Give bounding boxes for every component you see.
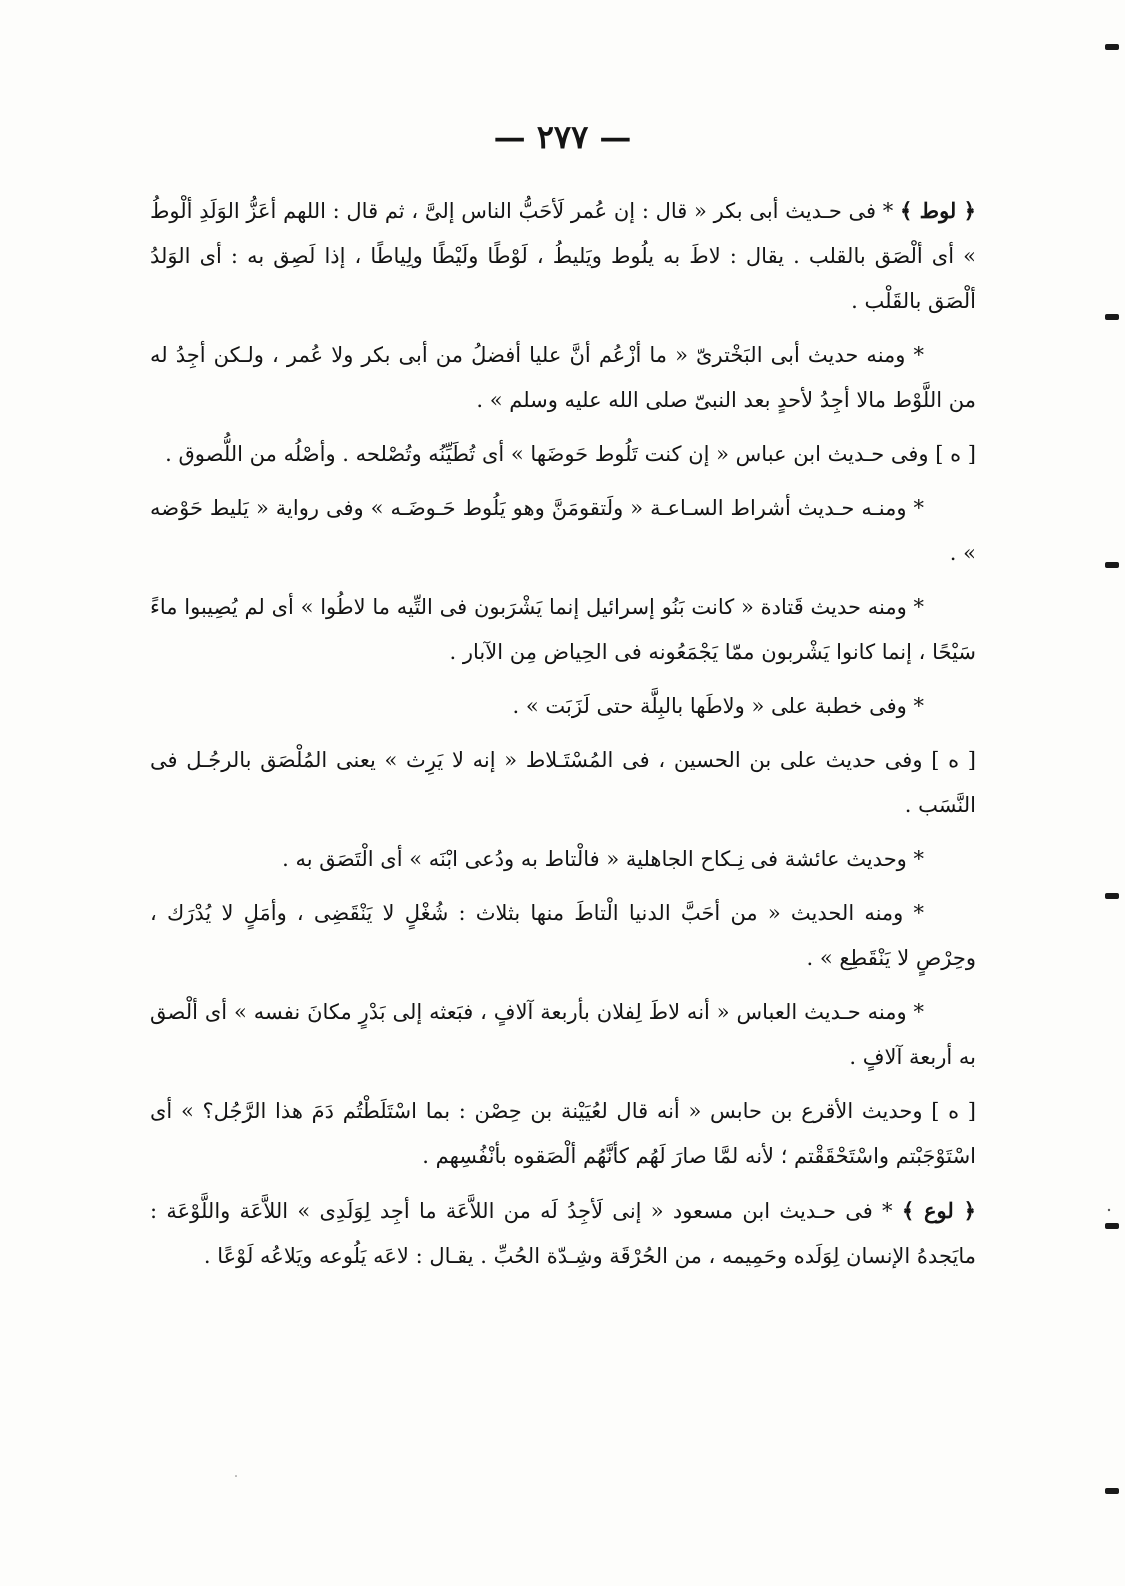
source-marker: [ ه ] [931, 748, 976, 772]
paragraph-text: * فى حـديث ابن مسعود « إنى لَأجِدُ لَه من اللاَّعَة ما أجِد لِوَلَدِى » اللاَّعَة واللَّوْعَة : مايَجدهُ الإنسان لِوَلَده وحَمِيمه ، من الحُرْقَة وشِـدّة الحُبِّ . يقـال : لاعَه يَلُوعه ويَلاعُه لَوْعًا . [150, 1199, 976, 1268]
scan-margin-mark [1105, 562, 1119, 568]
entry-paragraph [150, 1188, 976, 1279]
scan-margin-mark [1105, 1223, 1119, 1229]
paragraph-text: وحديث الأقرع بن حابس « أنه قال لعُيَيْنة بن حِصْن : بما اسْتَلَطْتُم دَمَ هذا الرَّجُل؟ » أى اسْتَوْجَبْتم واسْتَحْقَقْتم ؛ لأنه لمَّا صارَ لَهُم كأنَّهُم ألْصَقوه بأنْفُسِهم . [150, 1099, 976, 1168]
entry-paragraph [150, 432, 976, 477]
entry-paragraph [150, 333, 976, 423]
root-heading: ﴿ لوط ﴾ [900, 198, 976, 223]
paragraph-text: * وفى خطبة على « ولاطَها بالبِلَّة حتى لَزَبَت » . [512, 694, 924, 718]
paragraph-text: * ومنه حديث قَتادة « كانت بَنُو إسرائيل إنما يَشْرَبون فى التِّيه ما لاطُوا » أى لم يُصِيبوا ماءً سَيْحًا ، إنما كانوا يَشْربون ممّا يَجْمَعُونه فى الحِياض مِن الآبار . [150, 595, 976, 664]
entry-paragraph [150, 486, 976, 576]
entry-paragraph [150, 738, 976, 828]
root-heading: ﴿ لوع ﴾ [901, 1198, 976, 1223]
entry-paragraph [150, 585, 976, 675]
entry-paragraph [150, 837, 976, 882]
paragraph-text: وفى حديث على بن الحسين ، فى المُسْتَـلاط « إنه لا يَرِث » يعنى المُلْصَق بالرجُـل فى النَّسَب . [150, 748, 976, 817]
paragraph-text: * ومنه الحديث « من أحَبَّ الدنيا الْتاطَ منها بثلاث : شُغْلٍ لا يَنْقَضِى ، وأمَلٍ لا يُدْرَك ، وحِرْصٍ لا يَنْقَطِع » . [150, 901, 976, 970]
paragraph-text: * ومنه حديث أبى البَخْترىّ « ما أزْعُم أنَّ عليا أفضلُ من أبى بكر ولا عُمر ، ولـكن أجِدُ له من اللَّوْط مالا أجِدُ لأحدٍ بعد النبىّ صلى الله عليه وسلم » . [150, 343, 976, 412]
paragraph-text: * ومنـه حـديث أشراط السـاعـة « ولَتقومَنَّ وهو يَلُوط حَـوضَـه » وفى رواية « يَليط حَوْضه » . [150, 496, 976, 565]
entry-paragraph [150, 684, 976, 729]
scan-margin-mark [1105, 893, 1119, 899]
dictionary-text-block [150, 188, 976, 1288]
entry-paragraph [150, 891, 976, 981]
entry-paragraph [150, 1089, 976, 1179]
paragraph-text: وفى حـديث ابن عباس « إن كنت تَلُوط حَوضَها » أى تُطَيِّنُه وتُصْلحه . وأصْلُه من اللُّصوق . [165, 442, 929, 466]
entry-paragraph [150, 990, 976, 1080]
source-marker: [ ه ] [931, 1099, 976, 1123]
paragraph-text: * ومنه حـديث العباس « أنه لاطَ لِفلان بأربعة آلافٍ ، فبَعثه إلى بَدْرٍ مكانَ نفسه » أى ألْصق به أربعة آلافٍ . [150, 1000, 976, 1069]
scan-margin-mark [1105, 1488, 1119, 1494]
paragraph-text: * فى حـديث أبى بكر « قال : إن عُمر لَأحَبُّ الناس إلىَّ ، ثم قال : اللهم أعَزُّ الوَلَدِ ألْوطُ » أى ألْصَق بالقلب . يقال : لاطَ به يلُوط ويَليطُ ، لَوْطًا ولَيْطًا ولِياطًا ، إذا لَصِق به : أى الوَلدُ ألْصَق بالقَلْب . [150, 199, 976, 313]
page-number: — ٢٧٧ — [493, 118, 632, 156]
paragraph-text: * وحديث عائشة فى نِـكاح الجاهلية « فالْتاط به ودُعى ابْنَه » أى الْتَصَق به . [282, 847, 924, 871]
scan-margin-mark [1105, 44, 1119, 50]
entry-paragraph [150, 188, 976, 324]
source-marker: [ ه ] [935, 442, 976, 466]
scan-margin-mark [1105, 314, 1119, 320]
